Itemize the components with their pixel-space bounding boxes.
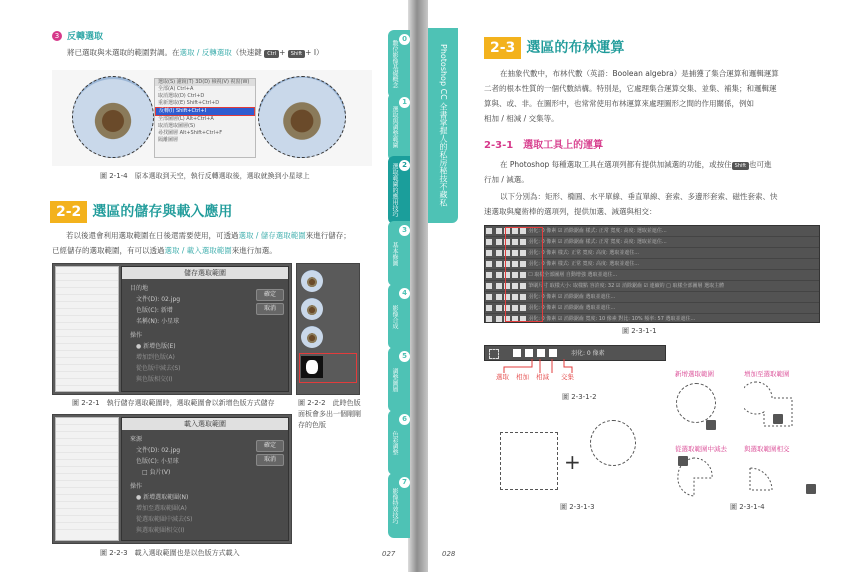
text-segment: （快速鍵	[231, 48, 262, 57]
document-select[interactable]: 文件(D): 02.jpg	[136, 447, 181, 454]
section-header	[484, 37, 624, 59]
chapter-tab-4[interactable]	[388, 284, 410, 349]
page-number: 027	[382, 550, 396, 558]
options-text: 筆刷尺寸 取樣大小: 取樣點 容許度: 32 ☑ 消除鋸齒 ☑ 連續的 □ 取樣全部圖層 選取主體	[528, 283, 725, 289]
ellipse-icon	[486, 239, 492, 245]
single-col-icon	[486, 261, 492, 267]
menu-item-all-layers[interactable]: 全部圖層(L) Alt+Ctrl+A	[158, 116, 214, 122]
add-selection-shape	[744, 380, 794, 428]
text-segment: 來進行儲存；	[305, 231, 351, 240]
new-selection-button-icon	[706, 420, 716, 430]
cancel-button[interactable]: 取消	[256, 454, 284, 466]
menu-item-all[interactable]: 全部(A) Ctrl+A	[158, 86, 194, 92]
figure-caption: 圖 2-1-4 原本選取到天空，執行反轉選取後，選取就換到小星球上	[100, 172, 310, 180]
chapter-tab-3[interactable]	[388, 221, 410, 286]
new-sel-icon[interactable]	[496, 239, 502, 245]
label-new: 選取	[496, 373, 509, 381]
text-segment: 將已選取與未選取的範圍對調。在	[67, 48, 180, 57]
intersect-selection-shape	[748, 454, 782, 494]
figure-caption: 圖 2-2-2 此時色版	[298, 399, 361, 407]
dialog-group-label: 操作	[130, 332, 143, 339]
new-sel-icon[interactable]	[496, 228, 502, 234]
radio-intersect-channel[interactable]: 與色版相交(I)	[136, 376, 173, 383]
label-intersect-selection: 與選取範圍相交	[744, 445, 790, 453]
chapter-label: 色彩調整	[391, 430, 398, 455]
chapter-number: 5	[399, 351, 410, 362]
rect-selection	[500, 432, 558, 490]
options-text: 羽化: 0 像素 樣式: 正常 寬度: 高度: 選取並遮住...	[528, 261, 640, 267]
label-add-selection: 增加至選取範圍	[744, 370, 790, 378]
step-number-badge: 3	[52, 31, 62, 41]
boolean-intro-line: 二者的根本性質的一個代數結構。特別是，它處理集合運算交集、並集、補集；和邏輯運	[484, 84, 777, 93]
magic-wand-icon	[486, 283, 492, 289]
boolean-intro-line: 在抽象代數中，布林代數（英語：Boolean algebra）是捕獲了集合運算和邏輯運算	[500, 69, 779, 78]
document-select[interactable]: 文件(D): 02.jpg	[136, 296, 181, 303]
text-segment: 也可進	[749, 160, 772, 169]
figure-caption: 圖 2-3-1-3	[560, 503, 595, 511]
subsection-title: 2-3-1 選取工具上的運算	[484, 140, 604, 151]
save-load-paragraph-2	[52, 243, 382, 258]
rect-marquee-icon	[489, 349, 499, 359]
figure-caption: 存的色版	[298, 421, 326, 429]
tool-paragraph-1-cont: 行加 / 減選。	[484, 175, 529, 184]
figure-caption: 圖 2-3-1-4	[730, 503, 765, 511]
figure-2-2-1	[52, 263, 292, 395]
intersect-selection-icon[interactable]	[549, 349, 557, 357]
invert-checkbox[interactable]: □ 負片(V)	[142, 469, 171, 476]
dialog-title: 儲存選取範圍	[122, 267, 288, 279]
chapter-label: 數位影像基礎概念	[391, 40, 398, 88]
chapter-number: 3	[399, 225, 410, 236]
new-sel-icon[interactable]	[496, 283, 502, 289]
page-number: 028	[442, 550, 456, 558]
dialog-title: 載入選取範圍	[122, 418, 288, 430]
select-menu-small	[55, 266, 119, 392]
dialog-group-label: 操作	[130, 483, 143, 490]
chapter-number: 0	[399, 34, 410, 45]
figure-2-2-3	[52, 414, 292, 544]
menu-path-highlight: 選取 / 反轉選取	[179, 48, 232, 57]
radio-new-channel[interactable]: ● 新增色版(E)	[136, 343, 176, 350]
chapter-label: 選取與調整範圍	[391, 106, 398, 148]
text-segment: 若以後還會利用選取範圍在日後還需要使用，可透過	[66, 231, 239, 240]
chapter-number: 1	[399, 97, 410, 108]
section-header	[50, 201, 232, 223]
add-selection-button-icon	[773, 414, 783, 424]
figure-caption: 圖 2-3-1-2	[562, 393, 597, 401]
text-segment: 在 Photoshop 每種選取工具在選項列都有提供加減選的功能，或按住	[500, 160, 732, 169]
label-subtract-selection: 從選取範圍中減去	[675, 445, 727, 453]
options-text: 羽化: 0 像素 ☑ 消除鋸齒 選取並遮住...	[528, 305, 616, 311]
single-row-icon	[486, 250, 492, 256]
options-text: 羽化: 0 像素 樣式: 正常 寬度: 高度: 選取並遮住...	[528, 250, 640, 256]
radio-add-selection[interactable]: 增加至選取範圍(A)	[136, 505, 187, 512]
figure-2-1-4	[52, 70, 372, 166]
channel-thumb	[301, 270, 323, 292]
chapter-label: 基本修圖	[391, 241, 398, 266]
channel-select[interactable]: 色版(C): 新增	[136, 307, 173, 314]
chapter-number: 7	[399, 477, 410, 488]
menu-item-reselect[interactable]: 重新選取(E) Shift+Ctrl+D	[158, 100, 220, 106]
marquee-icon	[486, 228, 492, 234]
label-add: 相加	[516, 373, 529, 381]
shift-key-icon: Shift	[732, 162, 749, 170]
radio-add-channel[interactable]: 增加到色版(A)	[136, 354, 175, 361]
planet-image-left	[72, 76, 154, 158]
label-new-selection: 新增選取範圍	[675, 370, 714, 378]
chapter-tab-7[interactable]	[388, 473, 410, 538]
section-title: 選區的布林運算	[526, 40, 625, 56]
quick-select-icon	[486, 272, 492, 278]
section-title: 選區的儲存與載入應用	[92, 204, 233, 220]
name-field[interactable]: 名稱(N): 小星球	[136, 318, 180, 325]
label-subtract: 相減	[536, 373, 549, 381]
intersect-selection-button-icon	[806, 484, 816, 494]
label-connectors	[484, 359, 584, 373]
radio-subtract-channel[interactable]: 從色版中減去(S)	[136, 365, 181, 372]
menu-list	[56, 267, 118, 387]
book-spine	[408, 0, 428, 572]
reverse-select-paragraph	[67, 45, 387, 62]
menu-path-highlight: 選取 / 儲存選取範圍	[238, 231, 306, 240]
boolean-buttons-highlight	[505, 227, 543, 322]
section-number-tab: 2-3	[484, 37, 521, 59]
dialog-group-label: 來源	[130, 436, 143, 443]
menu-item-deselect[interactable]: 取消選取(D) Ctrl+D	[158, 93, 205, 99]
new-sel-icon[interactable]	[496, 250, 502, 256]
chapter-tab-5[interactable]	[388, 347, 410, 412]
options-text: 羽化: 0 像素 ☑ 消除鋸齒 選取並遮住...	[528, 294, 616, 300]
magnetic-lasso-icon	[486, 316, 492, 322]
lasso-icon	[486, 294, 492, 300]
menu-item-find-layers[interactable]: 尋找圖層 Alt+Shift+Ctrl+F	[158, 130, 223, 136]
polygon-lasso-icon	[486, 305, 492, 311]
channel-thumb	[301, 298, 323, 320]
boolean-intro-line: 算與、或、非。在圖形中，也常常使用布林運算來處理圖形之間的作用關係，例如	[484, 99, 754, 108]
menu-bar: 選取(S) 濾鏡(T) 3D(D) 檢視(V) 視窗(W)	[155, 79, 255, 86]
chapter-number: 6	[399, 414, 410, 425]
new-selection-shape	[676, 383, 716, 423]
boolean-intro-line: 相加 / 相減 / 交集等。	[484, 114, 559, 123]
new-sel-icon[interactable]	[496, 261, 502, 267]
menu-item-isolate-layers[interactable]: 隔離圖層	[158, 137, 179, 143]
text-segment: 來進行加選。	[231, 246, 277, 255]
figure-caption: 圖 2-2-3 載入選取範圍也是以色版方式載入	[100, 549, 240, 557]
radio-subtract-selection[interactable]: 從選取範圍中減去(S)	[136, 516, 193, 523]
circle-selection	[590, 420, 636, 466]
add-selection-icon[interactable]	[525, 349, 533, 357]
menu-item-inverse[interactable]: 反轉(I) Shift+Ctrl+I	[155, 107, 255, 116]
chapter-tab-0[interactable]	[388, 30, 410, 98]
options-text: 羽化: 0 像素 ☑ 消除鋸齒 樣式: 正常 寬度: 高度: 選取並遮住...	[528, 228, 667, 234]
options-text: 羽化: 0 像素 ☑ 消除鋸齒 樣式: 正常 寬度: 高度: 選取並遮住...	[528, 239, 667, 245]
figure-caption: 面板會多出一個剛剛	[298, 410, 361, 418]
chapter-label: 選取範圍的應用技巧	[391, 163, 398, 217]
subsection-title: 反轉選取	[67, 32, 104, 42]
text-segment: +	[279, 48, 286, 57]
menu-path-highlight: 選取 / 載入選取範圍	[164, 246, 232, 255]
chapter-number: 4	[399, 288, 410, 299]
text-segment: + I）	[305, 48, 324, 57]
menu-list	[56, 418, 118, 536]
new-sel-icon[interactable]	[496, 305, 502, 311]
load-selection-dialog	[121, 417, 289, 541]
ctrl-key-icon: Ctrl	[264, 50, 279, 58]
chapter-label: 影像特效技巧	[391, 487, 398, 524]
text-segment: 已經儲存的選取範圍，有可以透過	[52, 246, 165, 255]
chapter-label: 調整圖層	[391, 367, 398, 392]
figure-2-2-2-channels-panel	[296, 263, 360, 395]
tool-paragraph-2: 以下分別為：矩形、橢圓、水平單線、垂直單線、套索、多邊形套索、磁性套索、快	[500, 192, 778, 201]
book-title-band: Photoshop CC 全書掌握人的私房秘技不藏私	[428, 28, 458, 223]
options-text: ☐ 取樣全部圖層 自動增強 選取並遮住...	[528, 272, 618, 278]
chapter-number: 2	[399, 160, 410, 171]
select-menu	[154, 78, 256, 158]
section-number-tab: 2-2	[50, 201, 87, 223]
plus-icon: +	[564, 450, 581, 474]
ok-button[interactable]: 確定	[256, 289, 284, 301]
figure-caption: 圖 2-2-1 執行儲存選取範圍時，選取範圍會以新增色版方式儲存	[72, 399, 275, 407]
cancel-button[interactable]: 取消	[256, 303, 284, 315]
select-menu-small	[55, 417, 119, 541]
label-intersect: 交集	[561, 373, 574, 381]
new-sel-icon[interactable]	[496, 272, 502, 278]
tool-paragraph-1	[500, 157, 830, 174]
menu-item-deselect-layers[interactable]: 取消選取圖層(S)	[158, 123, 196, 129]
figure-2-3-1-1-options-bars	[484, 225, 820, 323]
figure-caption: 圖 2-3-1-1	[622, 327, 657, 335]
highlight-box	[299, 353, 357, 383]
chapter-label: 影像合成	[391, 304, 398, 329]
ok-button[interactable]: 確定	[256, 440, 284, 452]
dialog-group-label: 目的地	[130, 285, 149, 292]
subtract-selection-icon[interactable]	[537, 349, 545, 357]
chapter-tab-2[interactable]	[388, 156, 410, 224]
feather-field[interactable]: 羽化: 0 像素	[571, 350, 605, 357]
new-selection-icon[interactable]	[513, 349, 521, 357]
new-sel-icon[interactable]	[496, 316, 502, 322]
subtract-selection-button-icon	[678, 456, 688, 466]
options-text: 羽化: 0 像素 ☑ 消除鋸齒 寬度: 10 像素 對比: 10% 頻率: 57 選取並遮住...	[528, 316, 696, 322]
tool-paragraph-2-cont: 速選取與魔術棒的選項列，提供加選、減選與相交：	[484, 207, 657, 216]
chapter-tab-1[interactable]	[388, 93, 410, 161]
chapter-tab-6[interactable]	[388, 410, 410, 475]
save-selection-dialog	[121, 266, 289, 392]
save-load-paragraph-1	[66, 228, 386, 243]
channel-select[interactable]: 色版(C): 小星球	[136, 458, 179, 465]
planet-image-right	[258, 76, 346, 158]
channel-thumb	[301, 326, 323, 348]
radio-intersect-selection[interactable]: 與選取範圍相交(I)	[136, 527, 185, 534]
new-sel-icon[interactable]	[496, 294, 502, 300]
shift-key-icon: Shift	[288, 50, 305, 58]
radio-new-selection[interactable]: ● 新增選取範圍(N)	[136, 494, 189, 501]
